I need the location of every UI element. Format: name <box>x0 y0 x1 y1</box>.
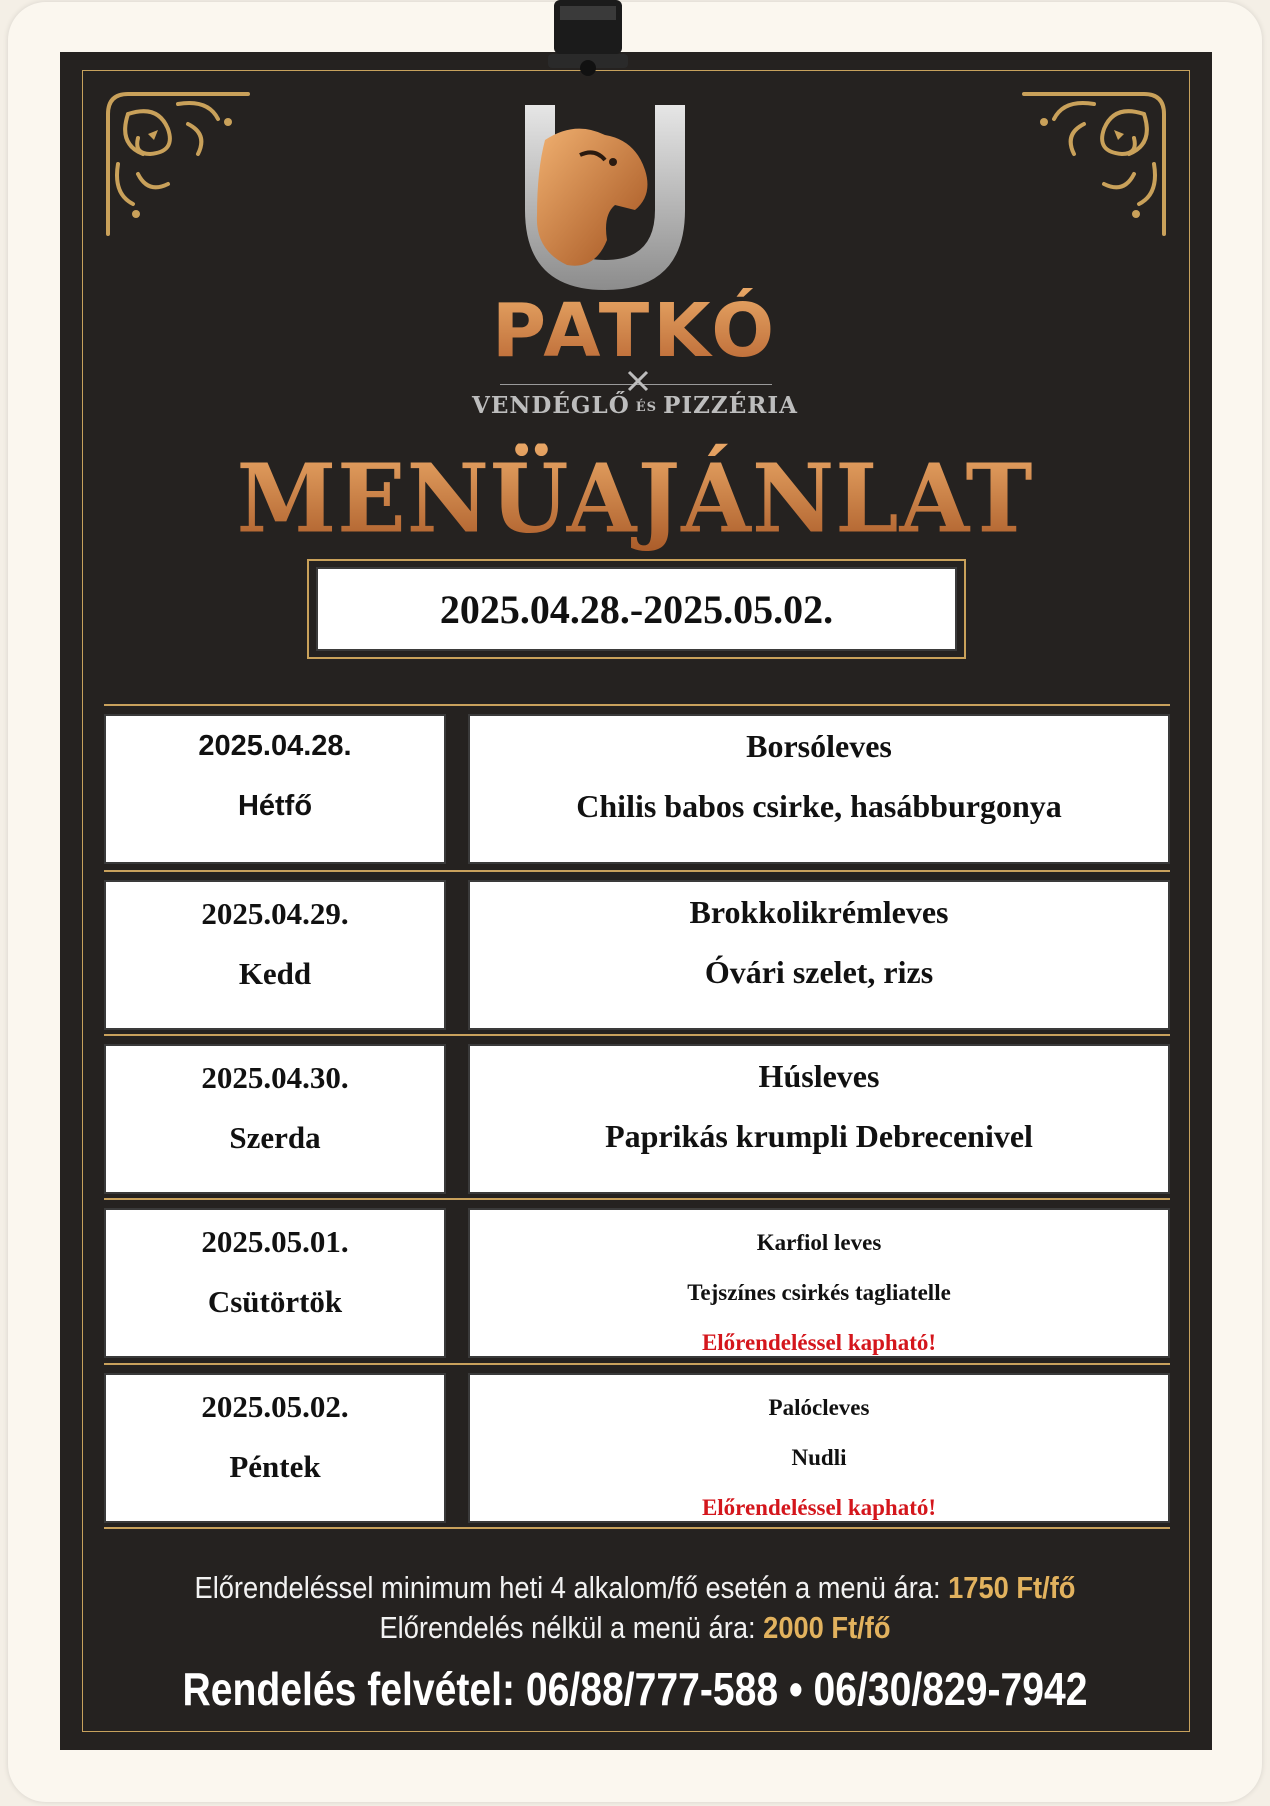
day-date: 2025.05.02. <box>201 1389 349 1424</box>
day-cell <box>104 1044 446 1194</box>
menu-row <box>104 714 1170 864</box>
menu-row <box>104 880 1170 1030</box>
day-date: 2025.05.01. <box>201 1224 349 1259</box>
soup: Palócleves <box>768 1395 870 1420</box>
meal-cell <box>468 714 1170 864</box>
main-dish: Tejszínes csirkés tagliatelle <box>687 1280 951 1305</box>
day-cell <box>104 880 446 1030</box>
horseshoe-horse-logo-icon <box>485 100 725 300</box>
brand-subtitle-mid: ÉS <box>635 399 658 415</box>
main-dish: Óvári szelet, rizs <box>704 954 934 990</box>
date-range: 2025.04.28.-2025.05.02. <box>316 567 957 651</box>
day-weekday: Szerda <box>229 1120 321 1155</box>
main-dish: Nudli <box>791 1445 847 1470</box>
price-info-text: Előrendelés nélkül a menü ára: <box>379 1610 756 1645</box>
order-phone-line: Rendelés felvétel: 06/88/777-588 • 06/30/829-7942 <box>182 1663 1088 1715</box>
day-cell <box>104 1208 446 1358</box>
cutlery-cross-icon <box>625 368 651 394</box>
day-cell <box>104 714 446 864</box>
brand-subtitle <box>0 392 1270 419</box>
divider <box>104 1527 1170 1529</box>
ornament-corner-icon <box>88 74 258 244</box>
price-value: 1750 Ft/fő <box>948 1570 1076 1605</box>
divider <box>104 870 1170 872</box>
brand-subtitle-left: VENDÉGLŐ <box>472 392 630 419</box>
preorder-note: Előrendeléssel kapható! <box>701 1330 937 1355</box>
ornament-corner-icon <box>1014 74 1184 244</box>
day-cell <box>104 1373 446 1523</box>
price-info-text: Előrendeléssel minimum heti 4 alkalom/fő esetén a menü ára: <box>194 1570 941 1605</box>
menu-row <box>104 1208 1170 1358</box>
divider <box>104 1034 1170 1036</box>
day-weekday: Hétfő <box>237 790 313 822</box>
meal-cell <box>468 880 1170 1030</box>
day-weekday: Péntek <box>229 1449 321 1484</box>
soup: Brokkolikrémleves <box>689 894 949 930</box>
meal-cell <box>468 1044 1170 1194</box>
main-dish: Chilis babos csirke, hasábburgonya <box>576 788 1062 824</box>
menu-row <box>104 1044 1170 1194</box>
preorder-note: Előrendeléssel kapható! <box>701 1495 937 1520</box>
day-date: 2025.04.29. <box>201 896 349 931</box>
menu-row <box>104 1373 1170 1523</box>
main-dish: Paprikás krumpli Debrecenivel <box>605 1118 1033 1154</box>
menu-headline: MENÜAJÁNLAT <box>0 443 1270 554</box>
clip-icon <box>548 0 628 78</box>
divider <box>104 1198 1170 1200</box>
day-weekday: Csütörtök <box>207 1284 343 1319</box>
brand-name: PATKÓ <box>0 288 1270 374</box>
price-value: 2000 Ft/fő <box>763 1610 891 1645</box>
day-weekday: Kedd <box>238 956 312 991</box>
divider <box>104 704 1170 706</box>
brand-subtitle-right: PIZZÉRIA <box>663 392 798 419</box>
day-date: 2025.04.28. <box>198 730 352 762</box>
soup: Karfiol leves <box>756 1230 882 1255</box>
price-info-preorder <box>76 1570 1194 1606</box>
soup: Borsóleves <box>746 728 892 764</box>
divider <box>104 1363 1170 1365</box>
price-info-standard <box>76 1610 1194 1646</box>
day-date: 2025.04.30. <box>201 1060 349 1095</box>
meal-cell <box>468 1373 1170 1523</box>
meal-cell <box>468 1208 1170 1358</box>
soup: Húsleves <box>758 1058 880 1094</box>
